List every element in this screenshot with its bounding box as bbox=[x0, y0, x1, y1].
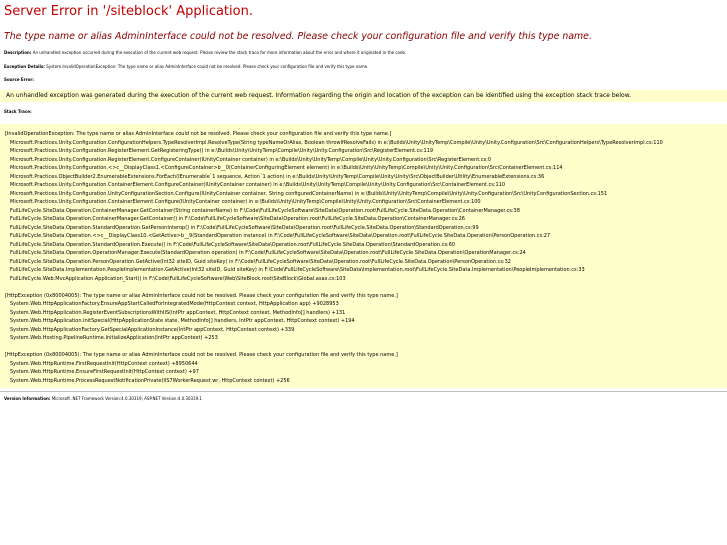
source-error-box bbox=[0, 90, 727, 102]
stack-trace-line-19: [HttpException (0x80004005): The type name or alias AdminInterface could not be resolved. Please check your configuration file and verify this type name.] bbox=[5, 292, 398, 299]
stack-trace-line-7: Microsoft.Practices.Unity.Configuration.UnityConfigurationSection.Configure(IUnityContainer container, String configuredContainerName) in e:\Builds\Unity\UnityTemp\Compile\Unity\Unity.Configuration\Src\UnityConfigurationSection.cs:151 bbox=[10, 190, 608, 197]
stack-trace-line-29: System.Web.HttpRuntime.ProcessRequestNotificationPrivate(IIS7WorkerRequest wr, HttpContext context) +256 bbox=[10, 377, 290, 384]
exception-details-label: Exception Details: bbox=[4, 64, 45, 69]
version-text: Microsoft .NET Framework Version:4.0.30319; ASP.NET Version:4.0.30319.1 bbox=[51, 396, 202, 401]
source-error-message: An unhandled exception was generated during the execution of the current web request. Information regarding the origin and location of the exception can be identified using the exception stack trace below. bbox=[6, 92, 631, 99]
description-label: Description: bbox=[4, 50, 32, 55]
stack-trace-line-14: FullLifeCycle.SiteData.Operation.OperationManager.Execute(StandardOperation operation) in F:\Code\FullLifeCycleSoftware\SiteData\Operation.root\FullLifeCycle.SiteData.Operation\OperationManager.cs:24 bbox=[10, 250, 526, 256]
stack-trace-line-24: System.Web.Hosting.PipelineRuntime.InitializeApplication(IntPtr appContext) +253 bbox=[10, 335, 218, 341]
stack-trace-line-9: FullLifeCycle.SiteData.Operation.ContainerManager.GetContainer(String containerName) in F:\Code\FullLifeCycleSoftware\SiteData\Operation.root\FullLifeCycle.SiteData.Operation\ContainerManager.cs:38 bbox=[10, 207, 520, 214]
stack-trace-line-6: Microsoft.Practices.Unity.Configuration.ContainerElement.ConfigureContainer(IUnityContainer container) in e:\Builds\Unity\UnityTemp\Compile\Unity\Unity.Configuration\Src\ContainerElement.cs:110 bbox=[10, 182, 506, 188]
exception-details-line bbox=[4, 64, 368, 69]
source-error-label: Source Error: bbox=[4, 77, 34, 82]
source-error-line bbox=[4, 77, 34, 82]
version-label: Version Information: bbox=[4, 396, 51, 401]
stack-trace-line-1: Microsoft.Practices.Unity.Configuration.ConfigurationHelpers.TypeResolverImpl.ResolveType(String typeNameOrAlias, Boolean throwIfResolveFails) in e:\Builds\Unity\UnityTemp\Compile\Unity\Unity.Configuration\Src\ConfigurationHelpers\TypeResolverImpl.cs:110 bbox=[10, 139, 663, 146]
divider bbox=[0, 391, 727, 392]
description-text: An unhandled exception occurred during the execution of the current web request. Please review the stack trace for more information about the error and where it originated in the code. bbox=[32, 50, 407, 55]
stack-trace-line-11: FullLifeCycle.SiteData.Operation.StandardOperation.GetPersonInterop() in F:\Code\FullLifeCycleSoftware\SiteData\Operation.root\FullLifeCycle.SiteData.Operation\StandardOperation.cs:99 bbox=[10, 224, 479, 231]
stack-trace-line-20: System.Web.HttpApplicationFactory.EnsureAppStartCalledForIntegratedMode(HttpContext context, HttpApplication app) +9028953 bbox=[10, 301, 339, 307]
stack-trace-line-15: FullLifeCycle.SiteData.Operation.PersonOperation.GetActive(Int32 siteID, Guid siteKey) in F:\Code\FullLifeCycleSoftware\SiteData\Operation.root\FullLifeCycle.SiteData.Operation\PersonOperation.cs:32 bbox=[10, 258, 511, 265]
version-line bbox=[4, 396, 202, 401]
stack-trace-line bbox=[4, 109, 32, 114]
stack-trace-label: Stack Trace: bbox=[4, 109, 32, 114]
error-subtitle: The type name or alias AdminInterface could not be resolved. Please check your configuration file and verify this type name. bbox=[4, 31, 592, 42]
page-title: Server Error in '/siteblock' Application. bbox=[4, 4, 253, 19]
stack-trace-line-5: Microsoft.Practices.ObjectBuilder2.EnumerableExtensions.ForEach(IEnumerable`1 sequence, Action`1 action) in e:\Builds\Unity\UnityTemp\Compile\Unity\Unity\Src\ObjectBuilder\Utility\EnumerableExtensions.cs:36 bbox=[10, 173, 545, 180]
stack-trace-line-17: FullLifeCycle.Web.MvcApplication.Application_Start() in F:\Code\FullLifeCycleSoftware\Web\SiteBlock.root\SiteBlock\Global.asax.cs:103 bbox=[10, 275, 346, 282]
stack-trace-line-12: FullLifeCycle.SiteData.Operation.<>c__DisplayClass10.<GetActive>b__9(StandardOperation instance) in F:\Code\FullLifeCycleSoftware\SiteData\Operation.root\FullLifeCycle.SiteData.Operation\PersonOperation.cs:27 bbox=[10, 233, 551, 239]
stack-trace-line-23: System.Web.HttpApplicationFactory.GetSpecialApplicationInstance(IntPtr appContext, HttpContext context) +339 bbox=[10, 326, 295, 333]
stack-trace-line-0: [InvalidOperationException: The type name or alias AdminInterface could not be resolved. Please check your configuration file and verify this type name.] bbox=[5, 131, 392, 137]
stack-trace-line-22: System.Web.HttpApplication.InitSpecial(HttpApplicationState state, MethodInfo[] handlers, IntPtr appContext, HttpContext context) +194 bbox=[10, 318, 355, 324]
stack-trace-line-2: Microsoft.Practices.Unity.Configuration.RegisterElement.GetRegisteringType() in e:\Builds\Unity\UnityTemp\Compile\Unity\Unity.Configuration\Src\RegisterElement.cs:119 bbox=[10, 148, 434, 154]
stack-trace-line-3: Microsoft.Practices.Unity.Configuration.RegisterElement.ConfigureContainer(IUnityContainer container) in e:\Builds\Unity\UnityTemp\Compile\Unity\Unity.Configuration\Src\RegisterElement.cs:0 bbox=[10, 156, 491, 163]
description-line bbox=[4, 50, 406, 55]
stack-trace-line-21: System.Web.HttpApplication.RegisterEventSubscriptionsWithIIS(IntPtr appContext, HttpContext context, MethodInfo[] handlers) +131 bbox=[10, 309, 346, 316]
stack-trace-line-13: FullLifeCycle.SiteData.Operation.StandardOperation.Execute() in F:\Code\FullLifeCycleSoftware\SiteData\Operation.root\FullLifeCycle.SiteData.Operation\StandardOperation.cs:60 bbox=[10, 241, 456, 248]
stack-trace-line-26: [HttpException (0x80004005): The type name or alias AdminInterface could not be resolved. Please check your configuration file and verify this type name.] bbox=[5, 352, 398, 358]
stack-trace-line-4: Microsoft.Practices.Unity.Configuration.<>c__DisplayClass1.<ConfigureContainer>b__0(ContainerConfiguringElement element) in e:\Builds\Unity\UnityTemp\Compile\Unity\Unity.Configuration\Src\ContainerElement.cs:114 bbox=[10, 165, 563, 171]
stack-trace-line-16: FullLifeCycle.SiteData.Implementation.PeopleImplementation.GetActive(Int32 siteID, Guid siteKey) in F:\Code\FullLifeCycleSoftware\SiteData\Implementation.root\FullLifeCycle.SiteData.Implementation\PeopleImplementation.cs:33 bbox=[10, 267, 585, 273]
stack-trace-line-27: System.Web.HttpRuntime.FirstRequestInit(HttpContext context) +8950644 bbox=[10, 360, 198, 367]
stack-trace-line-8: Microsoft.Practices.Unity.Configuration.ContainerElement.Configure(IUnityContainer container) in e:\Builds\Unity\UnityTemp\Compile\Unity\Unity.Configuration\Src\ContainerElement.cs:100 bbox=[10, 199, 481, 205]
exception-details-text: System.InvalidOperationException: The type name or alias AdminInterface could not be resolved. Please check your configuration file and verify this type name. bbox=[46, 64, 369, 69]
stack-trace-line-28: System.Web.HttpRuntime.EnsureFirstRequestInit(HttpContext context) +97 bbox=[10, 369, 199, 375]
stack-trace-box bbox=[0, 124, 727, 388]
stack-trace-line-10: FullLifeCycle.SiteData.Operation.ContainerManager.GetContainer() in F:\Code\FullLifeCycleSoftware\SiteData\Operation.root\FullLifeCycle.SiteData.Operation\ContainerManager.cs:26 bbox=[10, 216, 465, 222]
